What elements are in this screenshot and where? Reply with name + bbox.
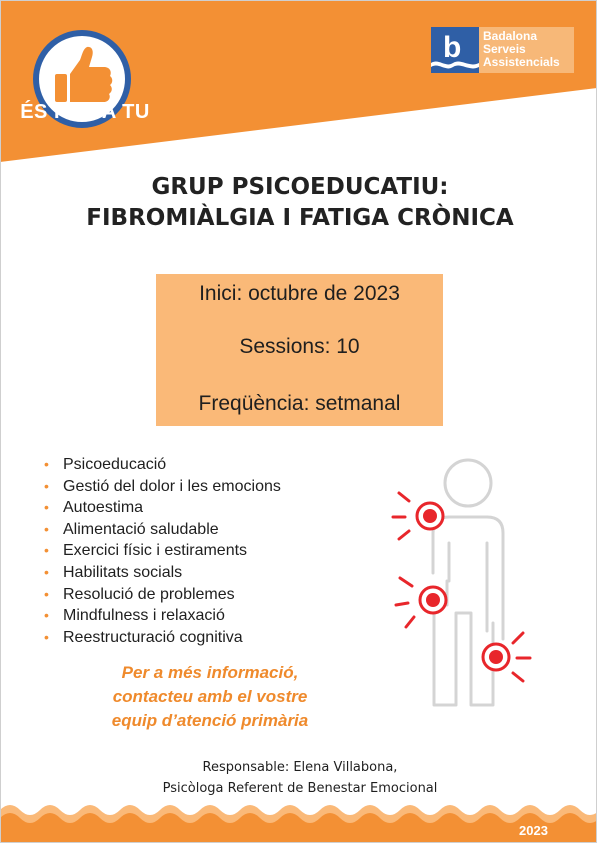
- contact-line-2: contacteu amb el vostre: [112, 687, 308, 706]
- info-start: Inici: octubre de 2023: [199, 282, 400, 305]
- topic-label: Mindfulness i relaxació: [63, 607, 225, 625]
- contact-line-1: Per a més informació,: [121, 663, 299, 682]
- bullet-icon: •: [44, 628, 49, 645]
- list-item: [44, 605, 281, 627]
- info-box: [156, 274, 443, 426]
- topic-label: Reestructuració cognitiva: [63, 628, 243, 646]
- topic-label: Alimentació saludable: [63, 520, 219, 538]
- info-sessions: Sessions: 10: [239, 335, 360, 358]
- list-item: [44, 562, 281, 584]
- pain-point-shoulder: [393, 493, 443, 539]
- body-pain-points-icon: [385, 453, 545, 715]
- topic-label: Autoestima: [63, 499, 144, 517]
- logo-line-3: Assistencials: [483, 55, 560, 69]
- bullet-icon: •: [44, 563, 49, 580]
- list-item: [44, 584, 281, 606]
- bullet-icon: •: [44, 456, 49, 472]
- footer-wave: [0, 780, 597, 843]
- pain-point-knee: [483, 633, 530, 681]
- contact-info: [60, 661, 360, 733]
- bullet-icon: •: [44, 520, 49, 537]
- topic-list: [44, 454, 281, 648]
- responsible-line-1: Responsable: Elena Villabona,: [202, 760, 398, 775]
- list-item: [44, 454, 281, 476]
- topic-label: Habilitats socials: [63, 563, 183, 581]
- title-line-2: FIBROMIÀLGIA I FATIGA CRÒNICA: [86, 205, 514, 231]
- list-item: [44, 497, 281, 519]
- footer-year: 2023: [519, 823, 548, 838]
- bullet-icon: •: [44, 542, 49, 559]
- svg-text:b: b: [443, 31, 462, 64]
- badalona-logo: [431, 27, 574, 73]
- topic-label: Psicoeducació: [63, 456, 167, 473]
- logo-line-1: Badalona: [483, 29, 538, 43]
- bullet-icon: •: [44, 585, 49, 602]
- list-item: [44, 627, 281, 649]
- bullet-icon: •: [44, 477, 49, 494]
- topic-label: Resolució de problemes: [63, 585, 235, 603]
- list-item: [44, 476, 281, 498]
- badge-label: ÉS PER A TU: [20, 101, 150, 123]
- title-line-1: GRUP PSICOEDUCATIU:: [151, 174, 449, 200]
- list-item: [44, 540, 281, 562]
- page-title: [40, 172, 560, 234]
- responsible-line-2: Psicòloga Referent de Benestar Emocional: [162, 781, 438, 796]
- topic-label: Gestió del dolor i les emocions: [63, 477, 281, 495]
- bullet-icon: •: [44, 607, 49, 624]
- info-frequency: Freqüència: setmanal: [198, 392, 401, 415]
- bullet-icon: •: [44, 499, 49, 516]
- pain-point-hip: [396, 578, 446, 627]
- topic-label: Exercici físic i estiraments: [63, 542, 248, 560]
- list-item: [44, 519, 281, 541]
- logo-line-2: Serveis: [483, 42, 526, 56]
- contact-line-3: equip d’atenció primària: [111, 711, 309, 730]
- logo-mark-icon: [431, 27, 479, 73]
